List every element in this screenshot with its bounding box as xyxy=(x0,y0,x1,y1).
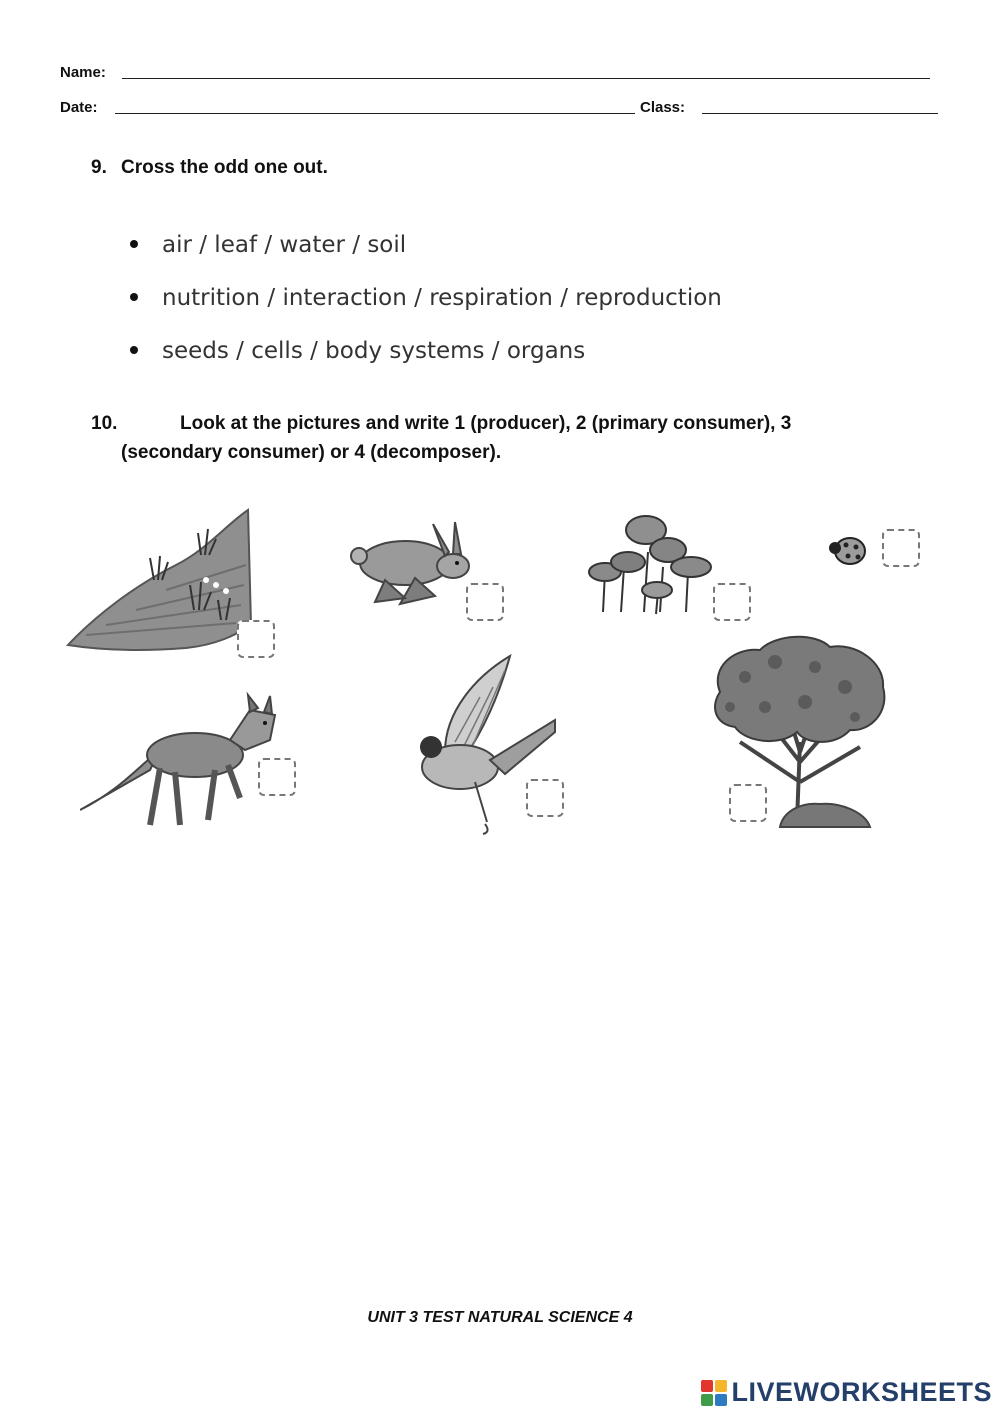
mushrooms-picture xyxy=(588,512,716,617)
list-item-text[interactable]: nutrition / interaction / respiration / reproduction xyxy=(162,285,722,311)
liveworksheets-logo-icon xyxy=(701,1380,727,1406)
footer-title: UNIT 3 TEST NATURAL SCIENCE 4 xyxy=(367,1309,633,1326)
list-item[interactable] xyxy=(130,279,722,332)
answer-box-hawk[interactable] xyxy=(526,779,564,817)
question-9-title: Cross the odd one out. xyxy=(121,157,328,178)
rabbit-picture xyxy=(345,518,475,608)
list-item-text[interactable]: air / leaf / water / soil xyxy=(162,232,407,258)
logo-square xyxy=(715,1380,727,1392)
class-line[interactable] xyxy=(702,113,938,114)
class-label: Class: xyxy=(640,99,686,116)
bullet-icon xyxy=(130,293,138,301)
ladybird-picture xyxy=(828,533,870,569)
logo-square xyxy=(715,1394,727,1406)
name-line[interactable] xyxy=(122,78,930,79)
answer-box-mushrooms[interactable] xyxy=(713,583,751,621)
date-label: Date: xyxy=(60,99,98,116)
bullet-icon xyxy=(130,240,138,248)
list-item[interactable] xyxy=(130,226,722,279)
answer-box-rabbit[interactable] xyxy=(466,583,504,621)
question-10-line-1: Look at the pictures and write 1 (producer), 2 (primary consumer), 3 xyxy=(180,413,792,434)
answer-box-fox[interactable] xyxy=(258,758,296,796)
date-line[interactable] xyxy=(115,113,635,114)
question-9-list xyxy=(130,226,722,385)
logo-square xyxy=(701,1394,713,1406)
list-item-text[interactable]: seeds / cells / body systems / organs xyxy=(162,338,586,364)
answer-box-tree[interactable] xyxy=(729,784,767,822)
question-9-number: 9. xyxy=(91,157,107,178)
question-10-line-2: (secondary consumer) or 4 (decomposer). xyxy=(121,442,502,463)
question-10-number: 10. xyxy=(91,413,118,434)
list-item[interactable] xyxy=(130,332,722,385)
name-label: Name: xyxy=(60,64,106,81)
answer-box-ladybird[interactable] xyxy=(882,529,920,567)
fox-picture xyxy=(80,690,280,830)
liveworksheets-brand[interactable] xyxy=(701,1377,992,1408)
logo-square xyxy=(701,1380,713,1392)
answer-box-grass[interactable] xyxy=(237,620,275,658)
bullet-icon xyxy=(130,346,138,354)
brand-text: LIVEWORKSHEETS xyxy=(731,1377,992,1407)
